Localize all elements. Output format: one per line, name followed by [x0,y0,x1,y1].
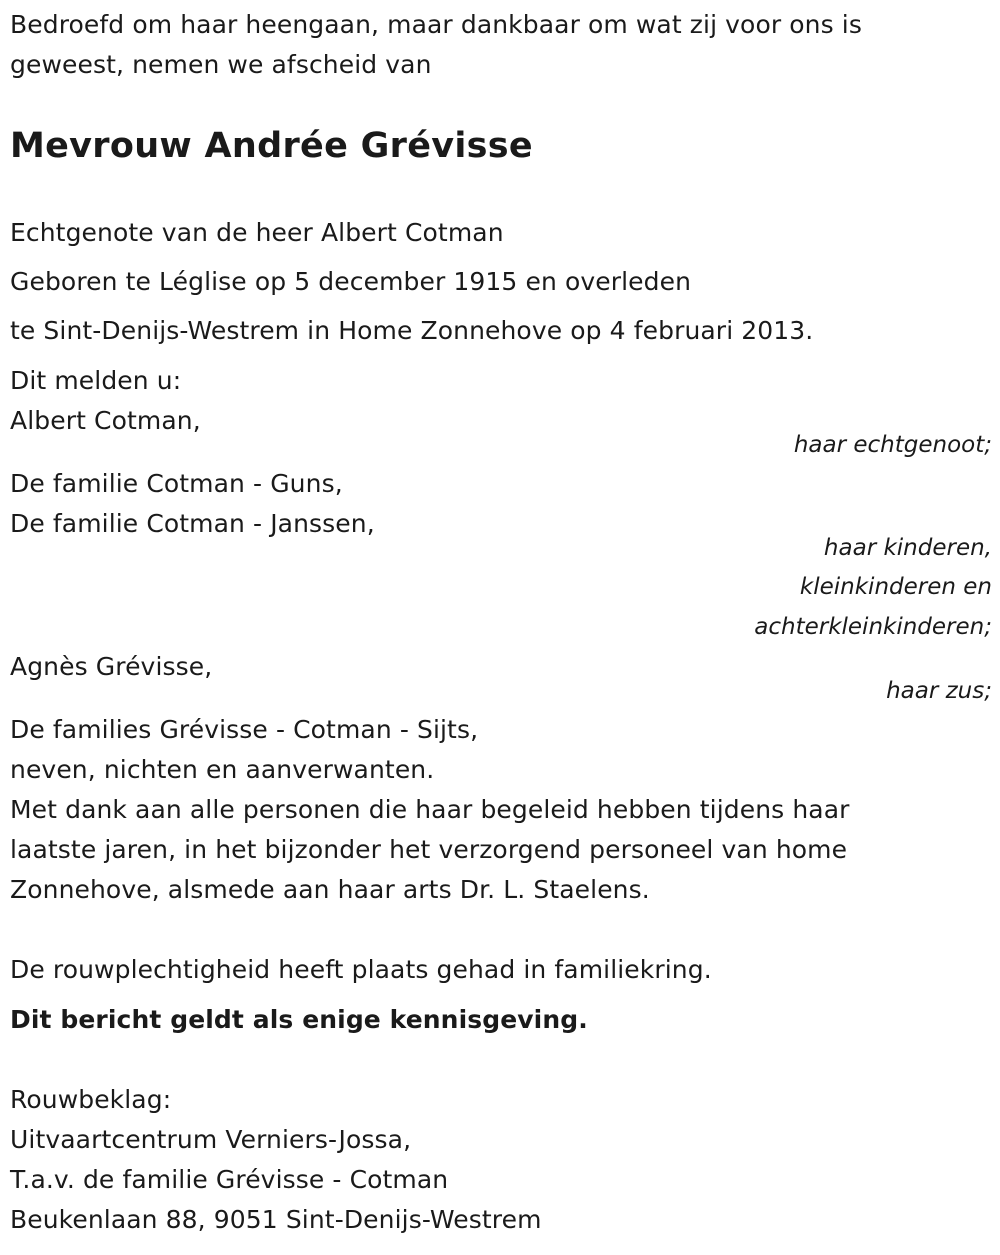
children-family-1: De familie Cotman - Guns, [10,469,343,498]
husband-name: Albert Cotman, [10,406,201,435]
sister-name: Agnès Grévisse, [10,652,213,681]
condolence-line-1: Uitvaartcentrum Verniers-Jossa, [10,1125,412,1154]
deceased-name: Mevrouw Andrée Grévisse [10,126,533,166]
thanks-line-3: Zonnehove, alsmede aan haar arts Dr. L. Staelens. [10,875,650,904]
ceremony-line: De rouwplechtigheid heeft plaats gehad in familiekring. [10,955,712,984]
husband-role: haar echtgenoot; [793,432,992,458]
thanks-line-1: Met dank aan alle personen die haar begeleid hebben tijdens haar [10,795,850,824]
notice-line: Dit bericht geldt als enige kennisgeving. [10,1005,588,1034]
thanks-line-2: laatste jaren, in het bijzonder het verzorgend personeel van home [10,835,848,864]
announcers-intro: Dit melden u: [10,366,182,395]
birth-line: Geboren te Léglise op 5 december 1915 en overleden [10,267,692,296]
condolence-line-2: T.a.v. de familie Grévisse - Cotman [10,1165,449,1194]
intro-line-1: Bedroefd om haar heengaan, maar dankbaar om wat zij voor ons is [10,10,862,39]
children-role-2: kleinkinderen en [799,574,992,600]
condolence-heading: Rouwbeklag: [10,1085,172,1114]
children-role-1: haar kinderen, [823,535,992,561]
relatives-line: neven, nichten en aanverwanten. [10,755,435,784]
children-role-3: achterkleinkinderen; [754,614,992,640]
families-line: De families Grévisse - Cotman - Sijts, [10,715,479,744]
children-family-2: De familie Cotman - Janssen, [10,509,375,538]
spouse-line: Echtgenote van de heer Albert Cotman [10,218,504,247]
sister-role: haar zus; [886,678,992,704]
death-line: te Sint-Denijs-Westrem in Home Zonnehove op 4 februari 2013. [10,316,814,345]
condolence-line-3: Beukenlaan 88, 9051 Sint-Denijs-Westrem [10,1205,542,1234]
intro-line-2: geweest, nemen we afscheid van [10,50,432,79]
